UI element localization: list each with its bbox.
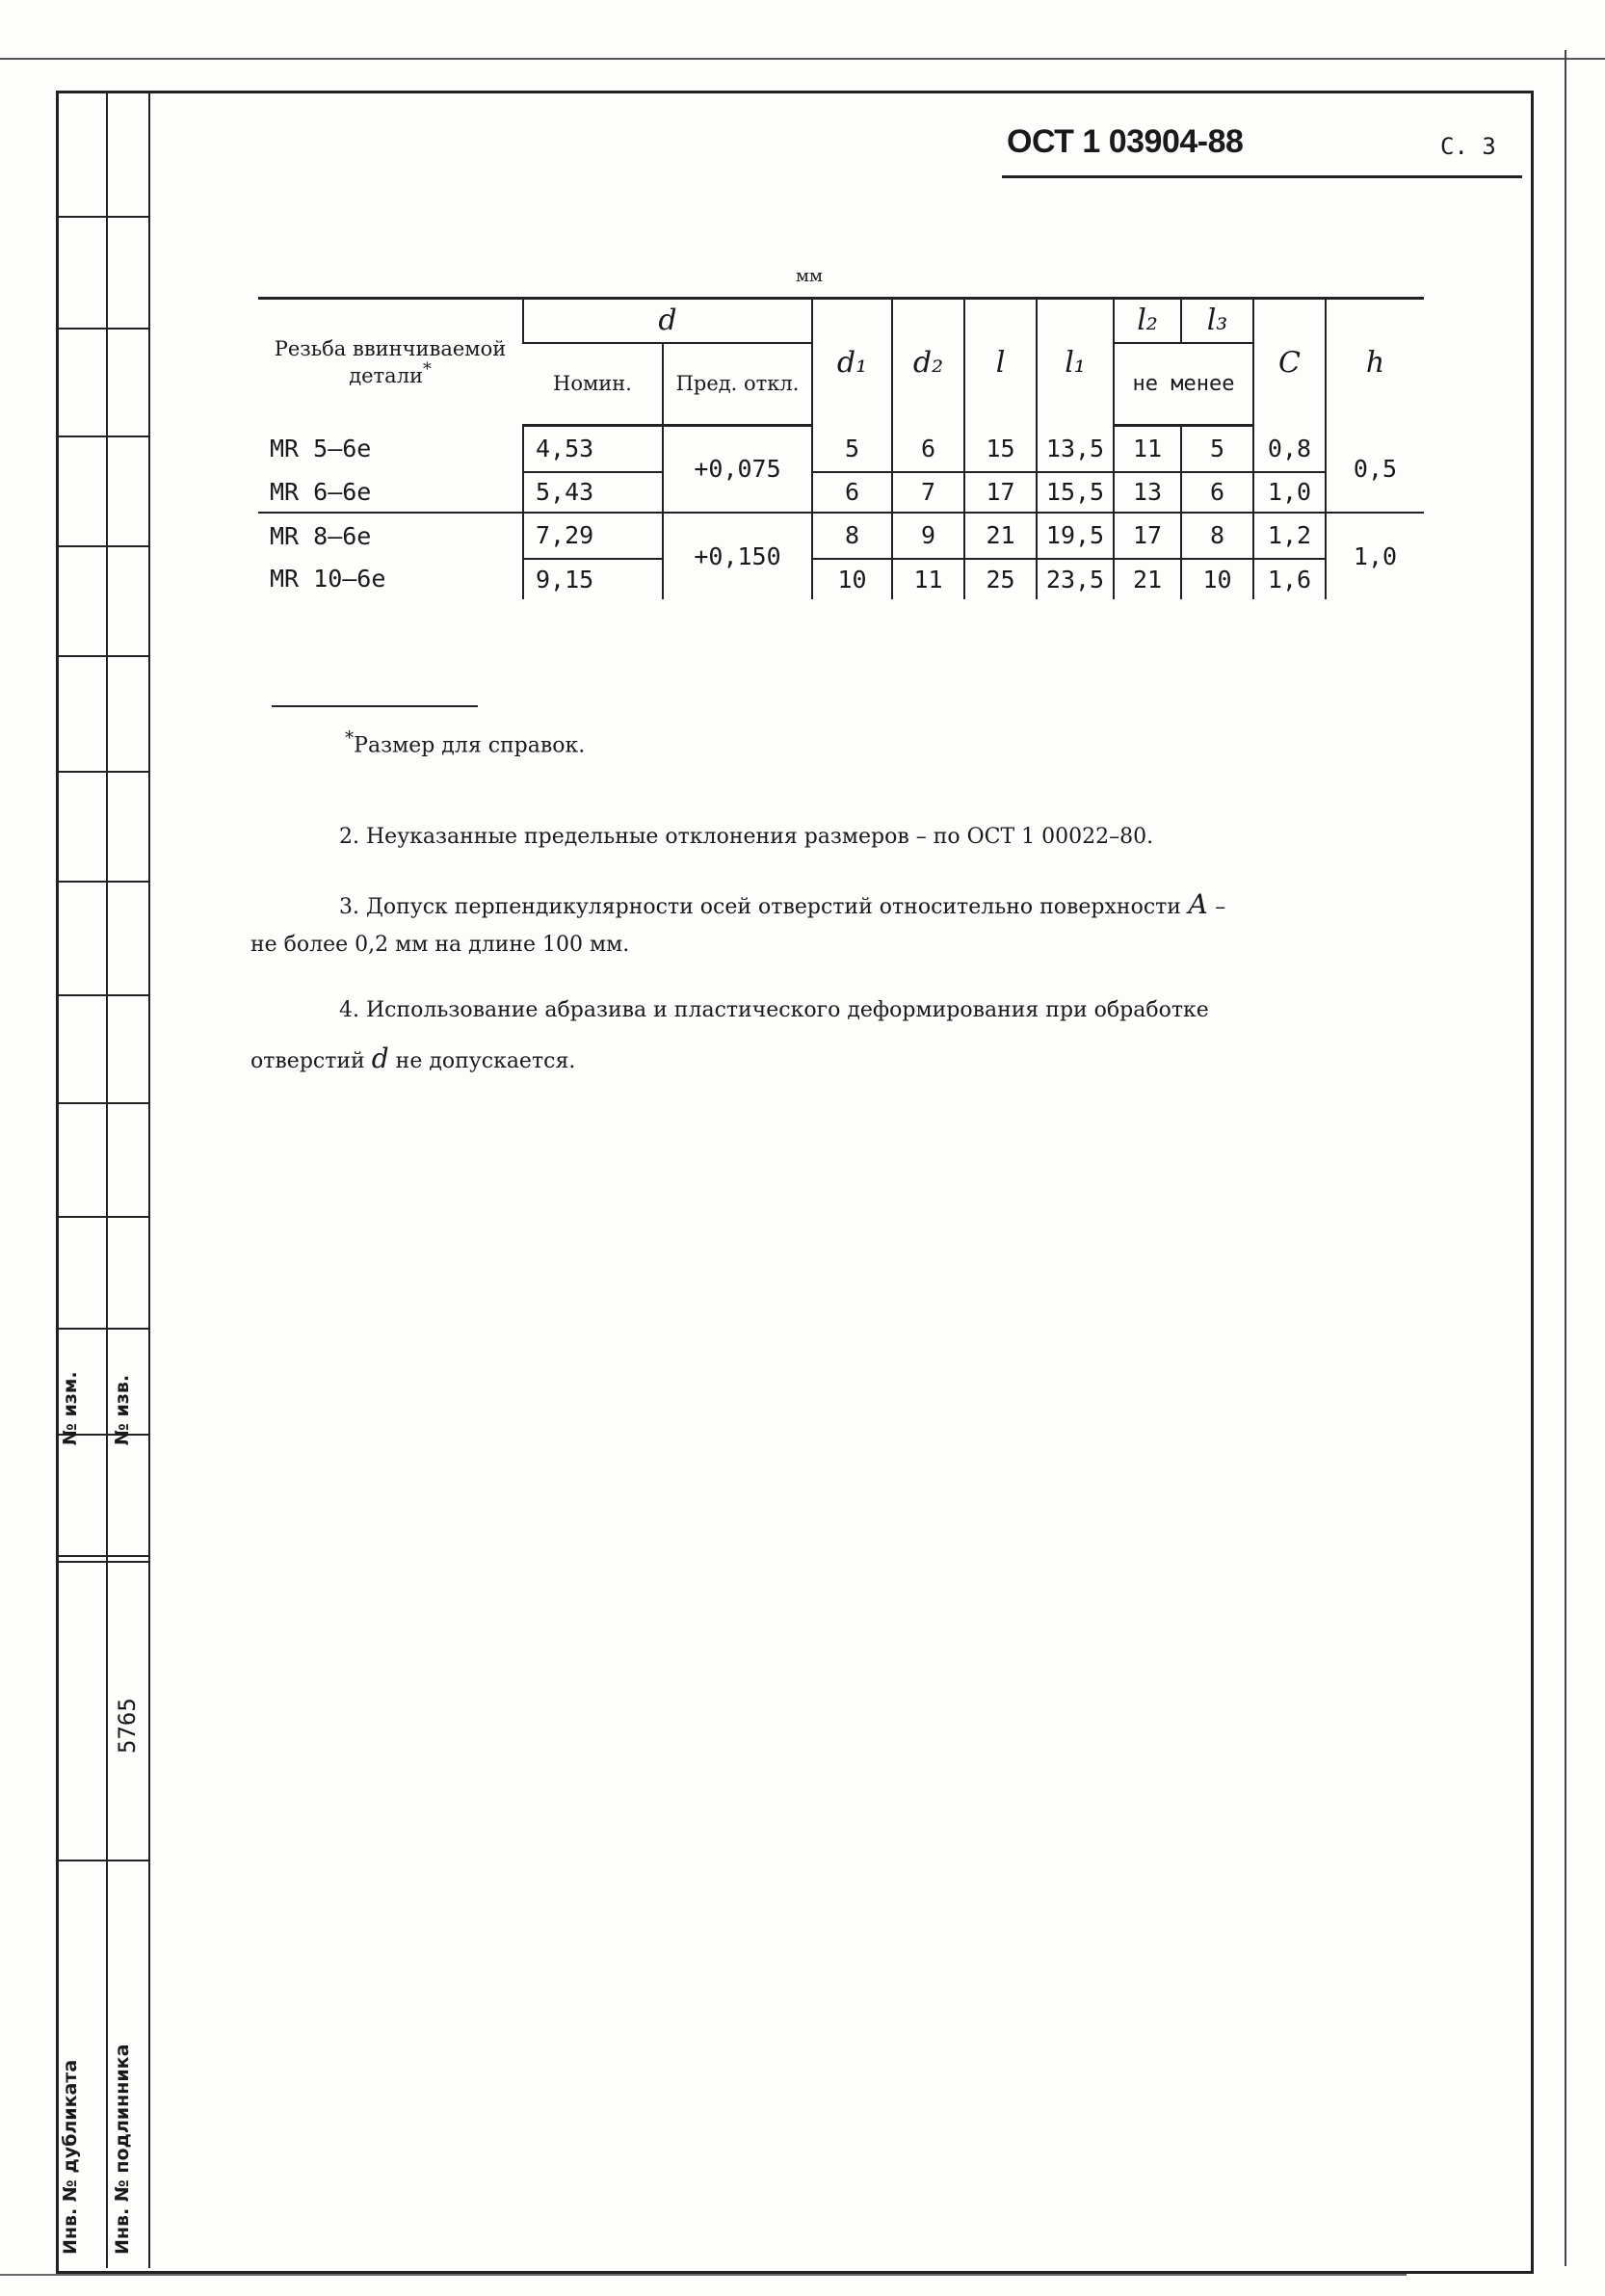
header-l: l <box>964 299 1037 426</box>
binding-divider <box>56 435 148 437</box>
cell-d2: 9 <box>892 513 964 559</box>
header-l3: l₃ <box>1181 299 1253 343</box>
footnote-rule <box>272 705 478 707</box>
binding-divider <box>56 771 148 773</box>
cell-d2: 11 <box>892 559 964 599</box>
header-underline <box>1002 175 1522 178</box>
hole-d-symbol: d <box>371 1042 389 1074</box>
note-4-text-b: не допускается. <box>395 1049 576 1073</box>
cell-c: 1,2 <box>1253 513 1326 559</box>
cell-l2: 17 <box>1114 513 1181 559</box>
cell-nom: 5,43 <box>523 472 663 513</box>
note-3-text: 3. Допуск перпендикулярности осей отверстий относительно поверхности <box>339 895 1181 919</box>
binding-divider <box>56 655 148 657</box>
binding-divider <box>56 1102 148 1104</box>
cell-l3: 10 <box>1181 559 1253 599</box>
header-h: h <box>1326 299 1424 426</box>
cell-l3: 5 <box>1181 426 1253 472</box>
binding-divider <box>56 1328 148 1330</box>
scan-top-edge <box>0 58 1605 60</box>
cell-h: 0,5 <box>1326 426 1424 513</box>
cell-l3: 6 <box>1181 472 1253 513</box>
cell-l1: 13,5 <box>1037 426 1114 472</box>
document-code: ОСТ 1 03904-88 <box>1007 123 1244 160</box>
header-l2: l₂ <box>1114 299 1181 343</box>
table-row <box>258 513 1424 559</box>
binding-divider <box>56 328 148 330</box>
footnote-text: Размер для справок. <box>354 733 586 758</box>
header-l1: l₁ <box>1037 299 1114 426</box>
cell-nom: 7,29 <box>523 513 663 559</box>
cell-tol: +0,075 <box>663 426 812 513</box>
header-thread <box>258 299 523 426</box>
binding-divider <box>56 216 148 218</box>
cell-h: 1,0 <box>1326 513 1424 599</box>
cell-l2: 11 <box>1114 426 1181 472</box>
note-4-line2 <box>250 1042 575 1074</box>
inventory-number: 5765 <box>114 1698 141 1754</box>
header-nom: Номин. <box>523 343 663 426</box>
cell-tol: +0,150 <box>663 513 812 599</box>
cell-thread: MR 10–6e <box>270 565 386 593</box>
binding-divider <box>56 994 148 996</box>
table-row <box>258 559 1424 599</box>
dimensions-table <box>258 297 1424 599</box>
cell-d1: 8 <box>812 513 892 559</box>
header-thread-label: Резьба ввинчиваемой детали <box>274 337 507 388</box>
cell-d2: 7 <box>892 472 964 513</box>
label-podlinnik: Инв. № подлинника <box>112 2044 133 2255</box>
binding-strip-inner <box>106 91 150 2268</box>
binding-divider <box>56 1555 148 1557</box>
header-d1: d₁ <box>812 299 892 426</box>
cell-thread: MR 5–6e <box>270 435 372 462</box>
cell-l: 17 <box>964 472 1037 513</box>
cell-d1: 10 <box>812 559 892 599</box>
cell-l1: 23,5 <box>1037 559 1114 599</box>
note-2: 2. Неуказанные предельные отклонения размеров – по ОСТ 1 00022–80. <box>339 825 1154 849</box>
cell-l1: 19,5 <box>1037 513 1114 559</box>
surface-a-symbol: А <box>1187 888 1209 920</box>
table-units: мм <box>796 266 824 286</box>
cell-d1: 6 <box>812 472 892 513</box>
binding-strip-outer <box>56 91 108 2268</box>
header-d2: d₂ <box>892 299 964 426</box>
cell-l: 15 <box>964 426 1037 472</box>
label-dublikat: Инв. № дубликата <box>60 2059 81 2255</box>
header-thread-mark: * <box>423 360 432 381</box>
footnote-mark: * <box>345 728 355 749</box>
cell-nom: 4,53 <box>523 426 663 472</box>
cell-l1: 15,5 <box>1037 472 1114 513</box>
binding-divider <box>56 1216 148 1218</box>
scan-right-edge <box>1565 50 1566 2266</box>
header-tol: Пред. откл. <box>663 343 812 426</box>
cell-l2: 21 <box>1114 559 1181 599</box>
note-3-line2: не более 0,2 мм на длине 100 мм. <box>250 933 630 957</box>
cell-l2: 13 <box>1114 472 1181 513</box>
cell-nom: 9,15 <box>523 559 663 599</box>
cell-l: 25 <box>964 559 1037 599</box>
scan-bottom-edge <box>0 2274 1407 2276</box>
cell-l: 21 <box>964 513 1037 559</box>
table-row <box>258 472 1424 513</box>
cell-c: 1,6 <box>1253 559 1326 599</box>
cell-c: 0,8 <box>1253 426 1326 472</box>
footnote <box>345 728 585 757</box>
cell-thread: MR 6–6e <box>270 477 372 506</box>
cell-thread: MR 8–6e <box>258 513 523 559</box>
cell-c: 1,0 <box>1253 472 1326 513</box>
binding-divider <box>56 1561 148 1563</box>
header-d: d <box>523 299 812 343</box>
label-izm: № изм. <box>60 1371 81 1445</box>
note-3-dash: – <box>1215 895 1226 919</box>
note-4-text-a: отверстий <box>250 1049 365 1073</box>
cell-d1: 5 <box>812 426 892 472</box>
page-number: С. 3 <box>1440 133 1496 160</box>
note-4-line1: 4. Использование абразива и пластического деформирования при обработке <box>339 998 1209 1022</box>
cell-d2: 6 <box>892 426 964 472</box>
header-ne-menee: не менее <box>1114 343 1253 426</box>
binding-divider <box>56 545 148 547</box>
table-row <box>258 426 1424 472</box>
label-izv: № изв. <box>112 1374 133 1445</box>
binding-divider <box>56 881 148 883</box>
note-3-line1 <box>339 888 1225 920</box>
binding-divider <box>56 1860 148 1861</box>
cell-l3: 8 <box>1181 513 1253 559</box>
header-c: С <box>1253 299 1326 426</box>
